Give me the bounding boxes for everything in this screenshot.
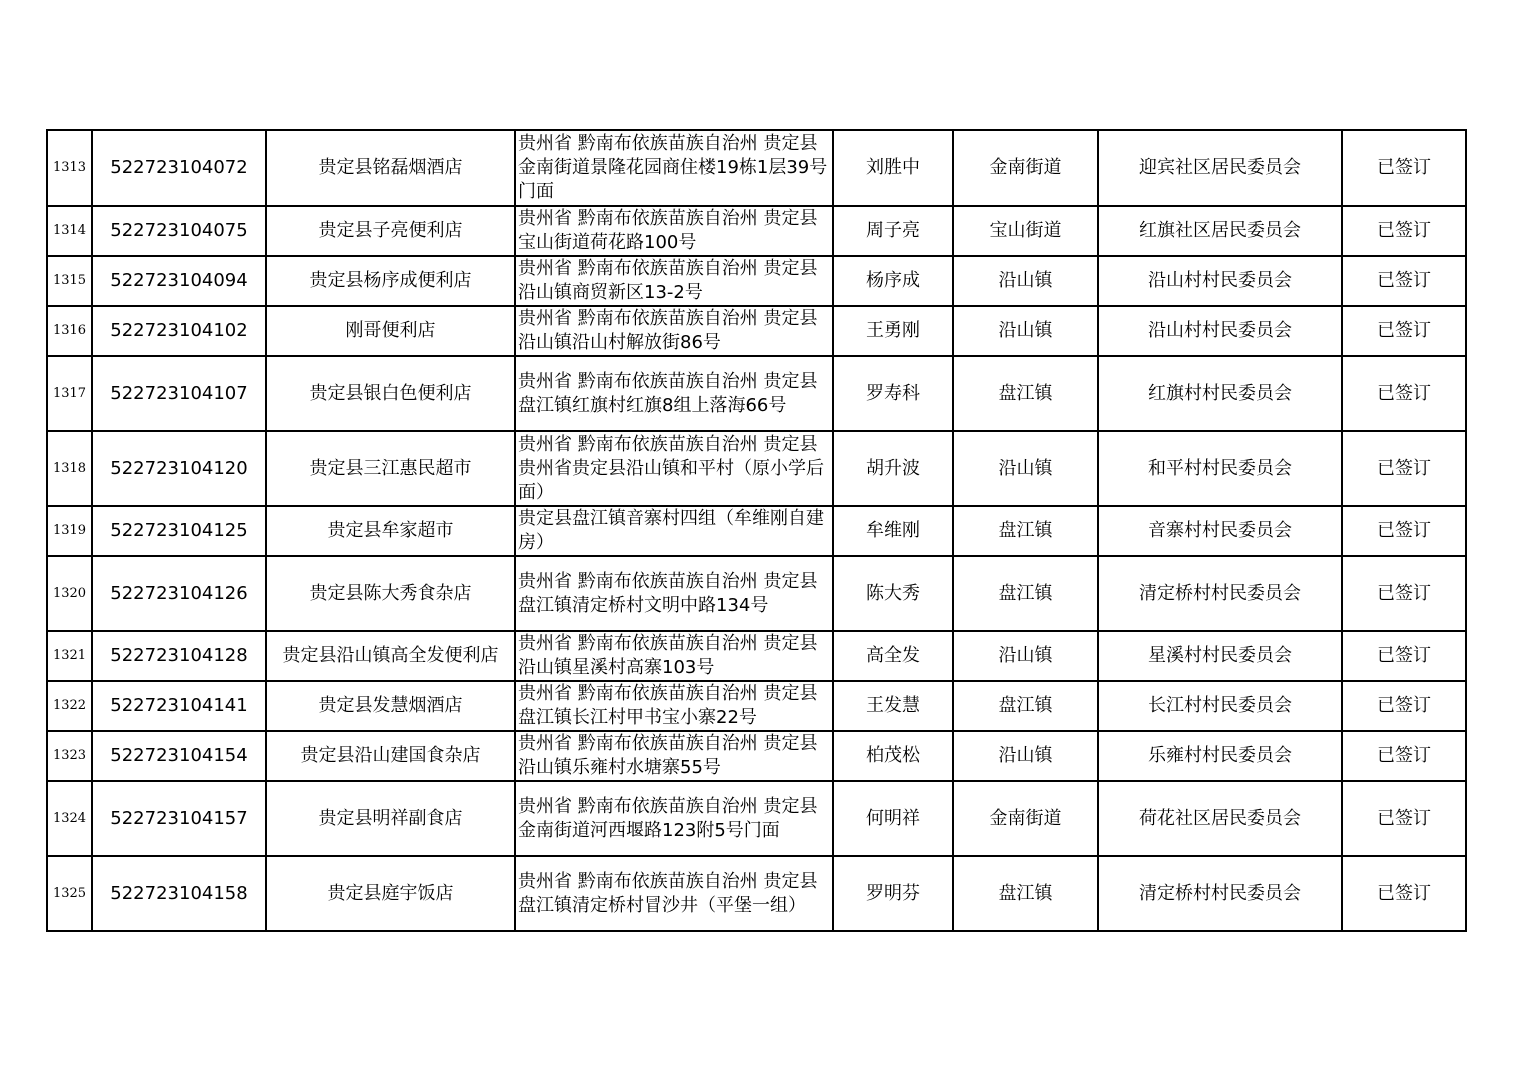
store-address: 贵州省 黔南布依族苗族自治州 贵定县盘江镇红旗村红旗8组上落海66号 (515, 356, 833, 431)
owner-name: 王勇刚 (833, 306, 953, 356)
store-address: 贵州省 黔南布依族苗族自治州 贵定县沿山镇星溪村高寨103号 (515, 631, 833, 681)
sign-status: 已签订 (1342, 781, 1466, 856)
row-number: 1315 (47, 256, 92, 306)
owner-name: 罗寿科 (833, 356, 953, 431)
committee-name: 音寨村村民委员会 (1098, 506, 1342, 556)
owner-name: 王发慧 (833, 681, 953, 731)
table-row (47, 356, 1466, 431)
store-address: 贵州省 黔南布依族苗族自治州 贵定县沿山镇沿山村解放街86号 (515, 306, 833, 356)
store-name: 贵定县发慧烟酒店 (266, 681, 515, 731)
table-body (47, 130, 1466, 931)
sign-status: 已签订 (1342, 130, 1466, 206)
committee-name: 和平村村民委员会 (1098, 431, 1342, 506)
row-number: 1322 (47, 681, 92, 731)
committee-name: 沿山村村民委员会 (1098, 306, 1342, 356)
store-code: 522723104154 (92, 731, 266, 781)
store-name: 贵定县牟家超市 (266, 506, 515, 556)
owner-name: 陈大秀 (833, 556, 953, 631)
row-number: 1318 (47, 431, 92, 506)
store-code: 522723104075 (92, 206, 266, 256)
table-row (47, 306, 1466, 356)
owner-name: 杨序成 (833, 256, 953, 306)
committee-name: 红旗社区居民委员会 (1098, 206, 1342, 256)
committee-name: 清定桥村村民委员会 (1098, 856, 1342, 931)
table-row (47, 256, 1466, 306)
sign-status: 已签订 (1342, 431, 1466, 506)
table-row (47, 631, 1466, 681)
table-row (47, 731, 1466, 781)
owner-name: 刘胜中 (833, 130, 953, 206)
store-code: 522723104158 (92, 856, 266, 931)
store-code: 522723104072 (92, 130, 266, 206)
store-address: 贵定县盘江镇音寨村四组（牟维刚自建房） (515, 506, 833, 556)
store-code: 522723104102 (92, 306, 266, 356)
row-number: 1321 (47, 631, 92, 681)
store-code: 522723104125 (92, 506, 266, 556)
town-name: 金南街道 (953, 130, 1098, 206)
store-address: 贵州省 黔南布依族苗族自治州 贵定县盘江镇清定桥村文明中路134号 (515, 556, 833, 631)
sign-status: 已签订 (1342, 306, 1466, 356)
committee-name: 乐雍村村民委员会 (1098, 731, 1342, 781)
owner-name: 罗明芬 (833, 856, 953, 931)
store-address: 贵州省 黔南布依族苗族自治州 贵定县贵州省贵定县沿山镇和平村（原小学后面） (515, 431, 833, 506)
owner-name: 何明祥 (833, 781, 953, 856)
sign-status: 已签订 (1342, 631, 1466, 681)
committee-name: 清定桥村村民委员会 (1098, 556, 1342, 631)
committee-name: 迎宾社区居民委员会 (1098, 130, 1342, 206)
row-number: 1314 (47, 206, 92, 256)
sign-status: 已签订 (1342, 731, 1466, 781)
store-name: 贵定县铭磊烟酒店 (266, 130, 515, 206)
row-number: 1313 (47, 130, 92, 206)
town-name: 沿山镇 (953, 631, 1098, 681)
sign-status: 已签订 (1342, 206, 1466, 256)
owner-name: 柏茂松 (833, 731, 953, 781)
town-name: 沿山镇 (953, 306, 1098, 356)
store-name: 贵定县三江惠民超市 (266, 431, 515, 506)
store-name: 贵定县明祥副食店 (266, 781, 515, 856)
store-address: 贵州省 黔南布依族苗族自治州 贵定县沿山镇乐雍村水塘寨55号 (515, 731, 833, 781)
store-name: 贵定县子亮便利店 (266, 206, 515, 256)
committee-name: 长江村村民委员会 (1098, 681, 1342, 731)
owner-name: 牟维刚 (833, 506, 953, 556)
sign-status: 已签订 (1342, 556, 1466, 631)
sign-status: 已签订 (1342, 506, 1466, 556)
table-row (47, 781, 1466, 856)
owner-name: 胡升波 (833, 431, 953, 506)
store-name: 贵定县银白色便利店 (266, 356, 515, 431)
town-name: 沿山镇 (953, 431, 1098, 506)
committee-name: 荷花社区居民委员会 (1098, 781, 1342, 856)
table-row (47, 130, 1466, 206)
table-row (47, 681, 1466, 731)
table-row (47, 206, 1466, 256)
store-code: 522723104141 (92, 681, 266, 731)
store-name: 贵定县沿山镇高全发便利店 (266, 631, 515, 681)
store-name: 贵定县沿山建国食杂店 (266, 731, 515, 781)
store-name: 刚哥便利店 (266, 306, 515, 356)
row-number: 1324 (47, 781, 92, 856)
store-name: 贵定县陈大秀食杂店 (266, 556, 515, 631)
committee-name: 星溪村村民委员会 (1098, 631, 1342, 681)
town-name: 盘江镇 (953, 681, 1098, 731)
row-number: 1323 (47, 731, 92, 781)
store-address: 贵州省 黔南布依族苗族自治州 贵定县沿山镇商贸新区13-2号 (515, 256, 833, 306)
table-row (47, 506, 1466, 556)
sign-status: 已签订 (1342, 681, 1466, 731)
table-row (47, 556, 1466, 631)
committee-name: 沿山村村民委员会 (1098, 256, 1342, 306)
table-row (47, 856, 1466, 931)
row-number: 1319 (47, 506, 92, 556)
row-number: 1325 (47, 856, 92, 931)
town-name: 沿山镇 (953, 256, 1098, 306)
sign-status: 已签订 (1342, 356, 1466, 431)
sign-status: 已签订 (1342, 256, 1466, 306)
store-address: 贵州省 黔南布依族苗族自治州 贵定县盘江镇清定桥村冒沙井（平堡一组） (515, 856, 833, 931)
town-name: 金南街道 (953, 781, 1098, 856)
store-code: 522723104107 (92, 356, 266, 431)
sign-status: 已签订 (1342, 856, 1466, 931)
store-code: 522723104128 (92, 631, 266, 681)
town-name: 宝山街道 (953, 206, 1098, 256)
town-name: 盘江镇 (953, 556, 1098, 631)
owner-name: 高全发 (833, 631, 953, 681)
store-address: 贵州省 黔南布依族苗族自治州 贵定县金南街道河西堰路123附5号门面 (515, 781, 833, 856)
town-name: 盘江镇 (953, 356, 1098, 431)
store-address: 贵州省 黔南布依族苗族自治州 贵定县金南街道景隆花园商住楼19栋1层39号门面 (515, 130, 833, 206)
store-code: 522723104126 (92, 556, 266, 631)
committee-name: 红旗村村民委员会 (1098, 356, 1342, 431)
row-number: 1320 (47, 556, 92, 631)
store-name: 贵定县杨序成便利店 (266, 256, 515, 306)
table-row (47, 431, 1466, 506)
store-name: 贵定县庭宇饭店 (266, 856, 515, 931)
town-name: 盘江镇 (953, 856, 1098, 931)
store-address: 贵州省 黔南布依族苗族自治州 贵定县盘江镇长江村甲书宝小寨22号 (515, 681, 833, 731)
store-code: 522723104120 (92, 431, 266, 506)
owner-name: 周子亮 (833, 206, 953, 256)
store-table (46, 129, 1467, 932)
row-number: 1316 (47, 306, 92, 356)
row-number: 1317 (47, 356, 92, 431)
town-name: 盘江镇 (953, 506, 1098, 556)
store-code: 522723104157 (92, 781, 266, 856)
store-code: 522723104094 (92, 256, 266, 306)
store-address: 贵州省 黔南布依族苗族自治州 贵定县宝山街道荷花路100号 (515, 206, 833, 256)
town-name: 沿山镇 (953, 731, 1098, 781)
